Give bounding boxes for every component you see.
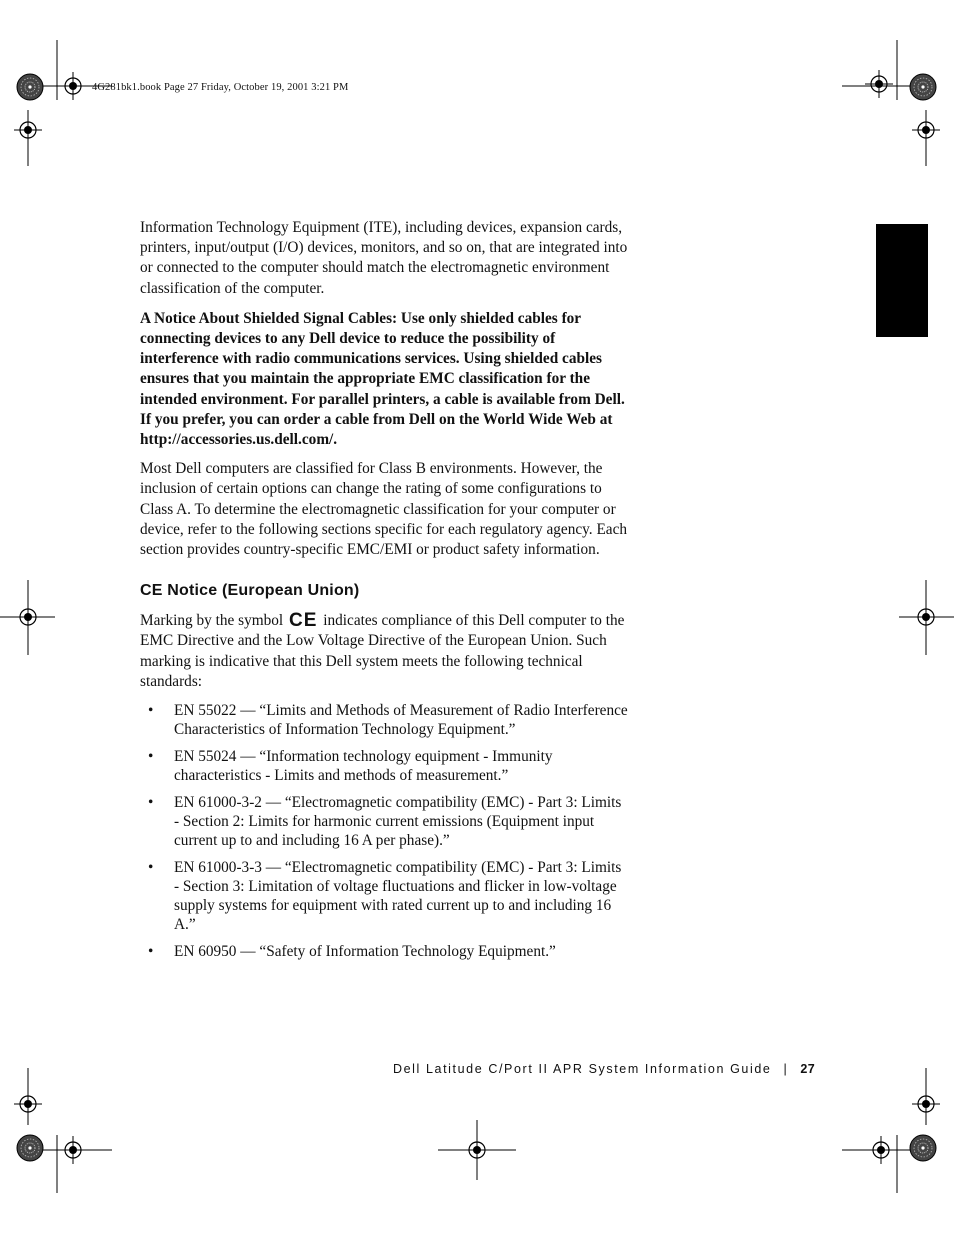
standard-text: EN 55024 — “Information technology equipment - Immunity characteristics - Limits and methods of measurement.” [174,748,553,785]
list-item [140,858,630,934]
ce-intro-after: indicates compliance of this Dell computer to the EMC Directive and the Low Voltage Directive of the European Union. Such marking is indicative that this Dell system meets the following technical standards: [140,612,625,690]
footer-separator: | [783,1062,789,1076]
page-footer [393,1062,815,1076]
crop-mark-top-right [842,40,940,166]
crop-mark-mid-right [899,580,954,655]
bullet-icon: • [148,943,154,961]
ite-paragraph: Information Technology Equipment (ITE), including devices, expansion cards, printers, input/output (I/O) devices, monitors, and so on, that are integrated into or connected to the computer should match the electromagnetic environment classification of the computer. [140,219,628,297]
ce-intro-before: Marking by the symbol [140,612,284,630]
section-thumb-tab [876,224,928,337]
crop-mark-bottom-center [438,1120,516,1180]
standard-text: EN 61000-3-2 — “Electromagnetic compatibility (EMC) - Part 3: Limits - Section 2: Limits for harmonic current emissions (Equipment input current up to and including 16 A per phase).” [174,794,622,850]
crop-mark-bottom-left [14,1068,112,1193]
list-item [140,747,630,785]
bullet-icon: • [148,794,154,812]
standard-text: EN 60950 — “Safety of Information Technology Equipment.” [174,943,556,961]
crop-mark-top-left [14,40,112,166]
standard-text: EN 55022 — “Limits and Methods of Measurement of Radio Interference Characteristics of Information Technology Equipment.” [174,702,628,739]
print-slug-line: 4G281bk1.book Page 27 Friday, October 19, 2001 3:21 PM [92,82,349,93]
section-heading: CE Notice (European Union) [140,582,360,600]
standards-list [140,701,630,961]
bullet-icon: • [148,859,154,877]
page-body [140,218,630,969]
page-number: 27 [800,1062,816,1076]
list-item [140,942,630,961]
shielded-cables-notice: A Notice About Shielded Signal Cables: Use only shielded cables for connecting devices to any Dell device to reduce the possibility of interference with radio communications services. Using shielded cables ensures that you maintain the appropriate EMC classification for the intended environment. For parallel printers, a cable is available from Dell. If you prefer, you can order a cable from Dell on the World Wide Web at http://accessories.us.dell.com/. [140,309,625,449]
ce-intro-paragraph [140,611,630,692]
footer-guide-title: Dell Latitude C/Port II APR System Information Guide [393,1062,772,1076]
classification-paragraph: Most Dell computers are classified for Class B environments. However, the inclusion of certain options can change the rating of some configurations to Class A. To determine the electromagnetic classification for your computer or device, refer to the following sections specific for each regulatory agency. Each section provides country-specific EMC/EMI or product safety information. [140,460,628,559]
bullet-icon: • [148,748,154,766]
list-item [140,701,630,739]
standard-text: EN 61000-3-3 — “Electromagnetic compatibility (EMC) - Part 3: Limits - Section 3: Limitation of voltage fluctuations and flicker in low-voltage supply systems for equipment with rated current up to and including 16 A.” [174,859,622,934]
bullet-icon: • [148,702,154,720]
list-item [140,793,630,850]
crop-mark-bottom-right [842,1068,940,1193]
ce-mark-icon: CE [289,610,318,632]
crop-mark-mid-left [0,580,55,655]
